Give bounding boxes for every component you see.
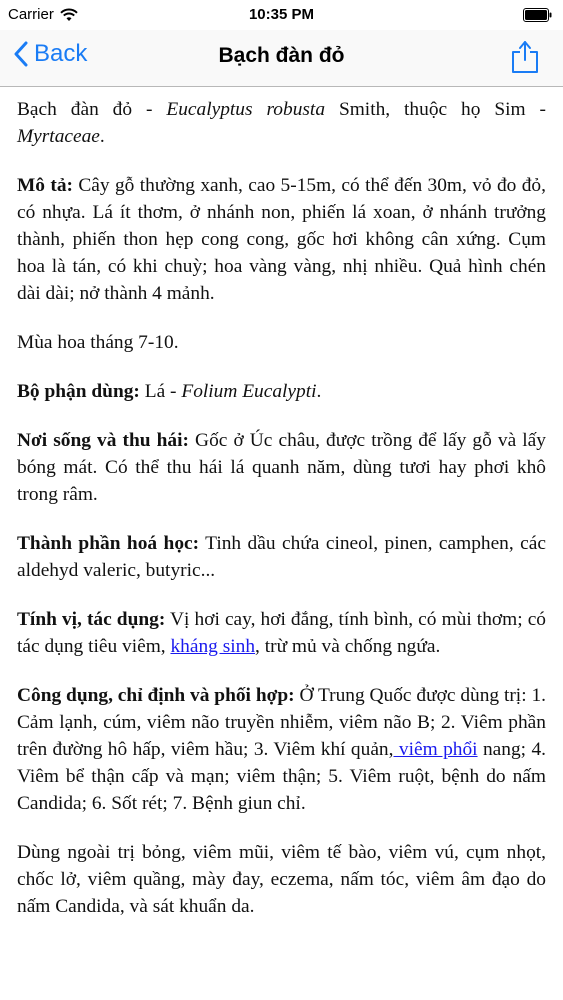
carrier-label: Carrier [8,6,54,23]
uses-text-1: Ở Trung Quốc được dùng trị: 1. Cảm lạnh, cúm, viêm não truyền nhiễm, viêm não B; 2. Viêm phần trên đường hô hấp, viêm hầu; 3. Viêm khí quản, [17,685,546,760]
share-icon [511,38,539,74]
share-button[interactable] [511,38,539,79]
parts-used-latin: Folium Eucalypti [181,381,317,402]
uses-label: Công dụng, chỉ định và phối hợp: [17,685,295,706]
parts-used-text: Lá - [139,381,182,402]
parts-used-end: . [316,381,322,402]
properties-text-2: , trừ mủ và chống ngứa. [255,636,441,657]
description-label: Mô tả: [17,175,73,196]
properties-text-1: Vị hơi cay, hơi đắng, tính bình, có mùi thơm; có tác dụng tiêu viêm, [17,609,546,657]
habitat-paragraph [17,427,546,508]
composition-paragraph [17,530,546,584]
flowering-text: Mùa hoa tháng 7-10. [17,332,179,353]
parts-used-label: Bộ phận dùng: [17,381,140,402]
family-text: Smith, thuộc họ Sim - [325,99,546,120]
intro-end: . [99,126,105,147]
plant-name: Bạch đàn đỏ - [17,99,167,120]
uses-paragraph [17,682,546,817]
properties-paragraph [17,606,546,660]
description-text: Cây gỗ thường xanh, cao 5-15m, có thể đến 30m, vỏ đo đỏ, có nhựa. Lá ít thơm, ở nhánh non, phiến lá xoan, ở nhánh trưởng thành, phiến thon hẹp cong cong, gốc hơi không cân xứng. Cụm hoa là tán, có khi chuỳ; hoa vàng vàng, nhị nhiều. Quả hình chén dài dài; nở thành 4 mảnh. [17,175,546,304]
antibiotic-link[interactable]: kháng sinh [170,636,256,657]
external-use-text: Dùng ngoài trị bỏng, viêm mũi, viêm tế bào, viêm vú, cụm nhọt, chốc lở, viêm quầng, mày đay, eczema, nấm tóc, viêm âm đạo do nấm Candida, và sát khuẩn da. [17,842,546,917]
back-button-label: Back [34,40,88,67]
parts-used-paragraph [17,378,546,405]
flowering-paragraph [17,329,546,356]
habitat-label: Nơi sống và thu hái: [17,430,189,451]
composition-text: Tinh dầu chứa cineol, pinen, camphen, các aldehyd valeric, butyric... [17,533,546,581]
page-title: Bạch đàn đỏ [218,44,345,67]
status-time: 10:35 PM [248,6,315,23]
status-bar [0,0,563,30]
battery-icon [523,8,553,22]
scientific-name: Eucalyptus robusta [166,99,326,120]
family-name: Myrtaceae [17,126,100,147]
habitat-text: Gốc ở Úc châu, được trồng để lấy gỗ và lấy bóng mát. Có thể thu hái lá quanh năm, dùng tươi hay phơi khô trong râm. [17,430,546,505]
intro-paragraph [17,96,546,150]
pneumonia-link[interactable]: viêm phổi [393,739,478,760]
properties-label: Tính vị, tác dụng: [17,609,166,630]
uses-text-2: nang; 4. Viêm bể thận cấp và mạn; viêm thận; 5. Viêm ruột, bệnh do nấm Candida; 6. Sốt rét; 7. Bệnh giun chỉ. [17,739,546,814]
navigation-bar [0,30,563,87]
description-paragraph [17,172,546,307]
composition-label: Thành phần hoá học: [17,533,200,554]
external-use-paragraph [17,839,546,920]
article-content [17,96,546,942]
